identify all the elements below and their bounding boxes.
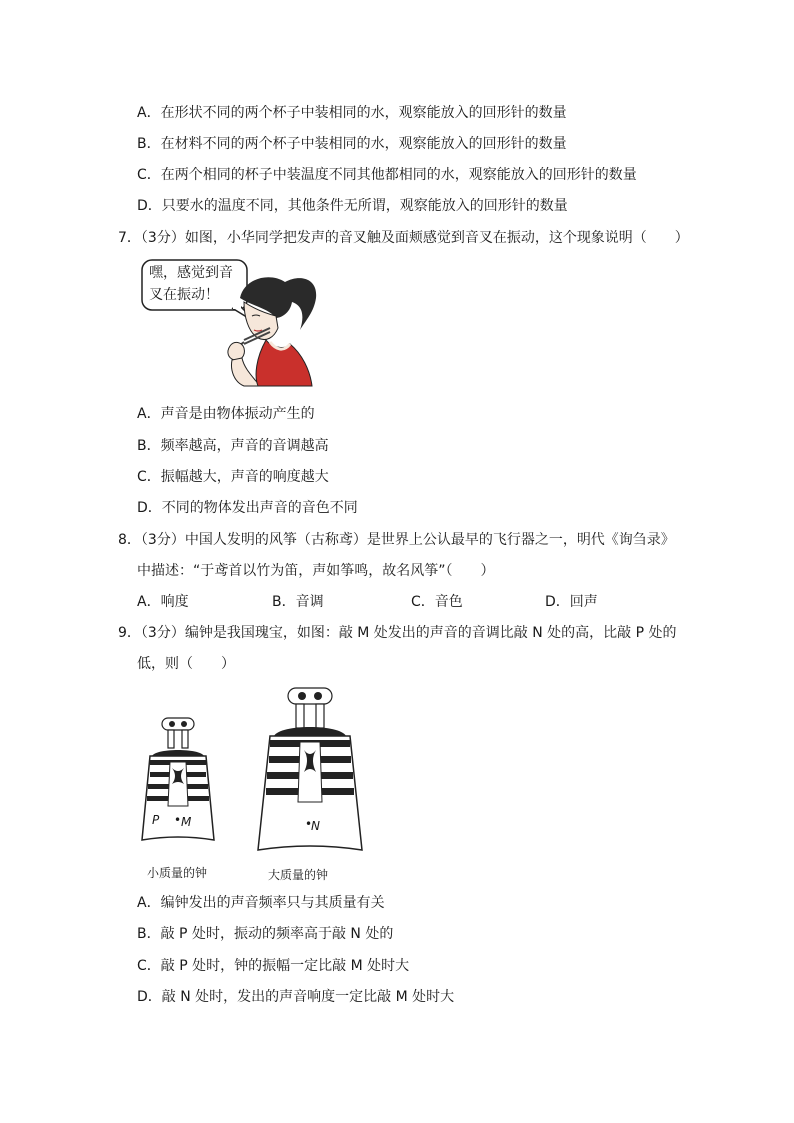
girl-body <box>256 340 312 386</box>
q6-option-a: A．在形状不同的两个杯子中装相同的水，观察能放入的回形针的数量 <box>137 105 567 121</box>
q7-stem: 7．（3分）如图，小华同学把发声的音叉触及面颊感觉到音叉在振动，这个现象说明（ ） <box>118 230 689 246</box>
q7-option-b: B．频率越高，声音的音调越高 <box>137 438 329 454</box>
label-m: M <box>181 815 192 829</box>
q9-option-a: A．编钟发出的声音频率只与其质量有关 <box>137 895 385 911</box>
q8-option-c: C．音色 <box>411 594 463 610</box>
bubble-line-1: 嘿，感觉到音 <box>149 265 233 281</box>
q9-stem-line-2: 低，则（ ） <box>137 656 235 672</box>
label-p: P <box>152 813 160 827</box>
q6-option-b: B．在材料不同的两个杯子中装相同的水，观察能放入的回形针的数量 <box>137 136 567 152</box>
label-n: N <box>311 819 320 833</box>
q6-option-c: C．在两个相同的杯子中装温度不同其他都相同的水，观察能放入的回形针的数量 <box>137 167 637 183</box>
q9-option-c: C．敲 P 处时，钟的振幅一定比敲 M 处时大 <box>137 958 410 974</box>
bubble-line-2: 叉在振动！ <box>149 287 219 303</box>
q7-option-c: C．振幅越大，声音的响度越大 <box>137 469 329 485</box>
q7-option-d: D．不同的物体发出声音的音色不同 <box>137 500 358 516</box>
q8-option-a: A．响度 <box>137 594 189 610</box>
q8-option-d: D．回声 <box>545 594 598 610</box>
small-bell-caption: 小质量的钟 <box>147 866 208 880</box>
q9-stem-line-1: 9．（3分）编钟是我国瑰宝，如图：敲 M 处发出的声音的音调比敲 N 处的高，比敲 P 处的 <box>118 625 677 641</box>
q7-option-a: A．声音是由物体振动产生的 <box>137 406 315 422</box>
q8-option-b: B．音调 <box>272 594 324 610</box>
q6-option-d: D．只要水的温度不同，其他条件无所谓，观察能放入的回形针的数量 <box>137 198 568 214</box>
q8-stem-line-1: 8．（3分）中国人发明的风筝（古称鸢）是世界上公认最早的飞行器之一，明代《询刍录》 <box>118 532 675 548</box>
dot-m: • <box>174 813 182 827</box>
large-bell-caption: 大质量的钟 <box>268 868 329 882</box>
q8-stem-line-2: 中描述：“于鸢首以竹为笛，声如筝鸣，故名风筝”（ ） <box>137 563 495 579</box>
dot-n: • <box>305 817 313 831</box>
q9-option-d: D．敲 N 处时，发出的声音响度一定比敲 M 处时大 <box>137 989 455 1005</box>
q9-option-b: B．敲 P 处时，振动的频率高于敲 N 处的 <box>137 926 394 942</box>
